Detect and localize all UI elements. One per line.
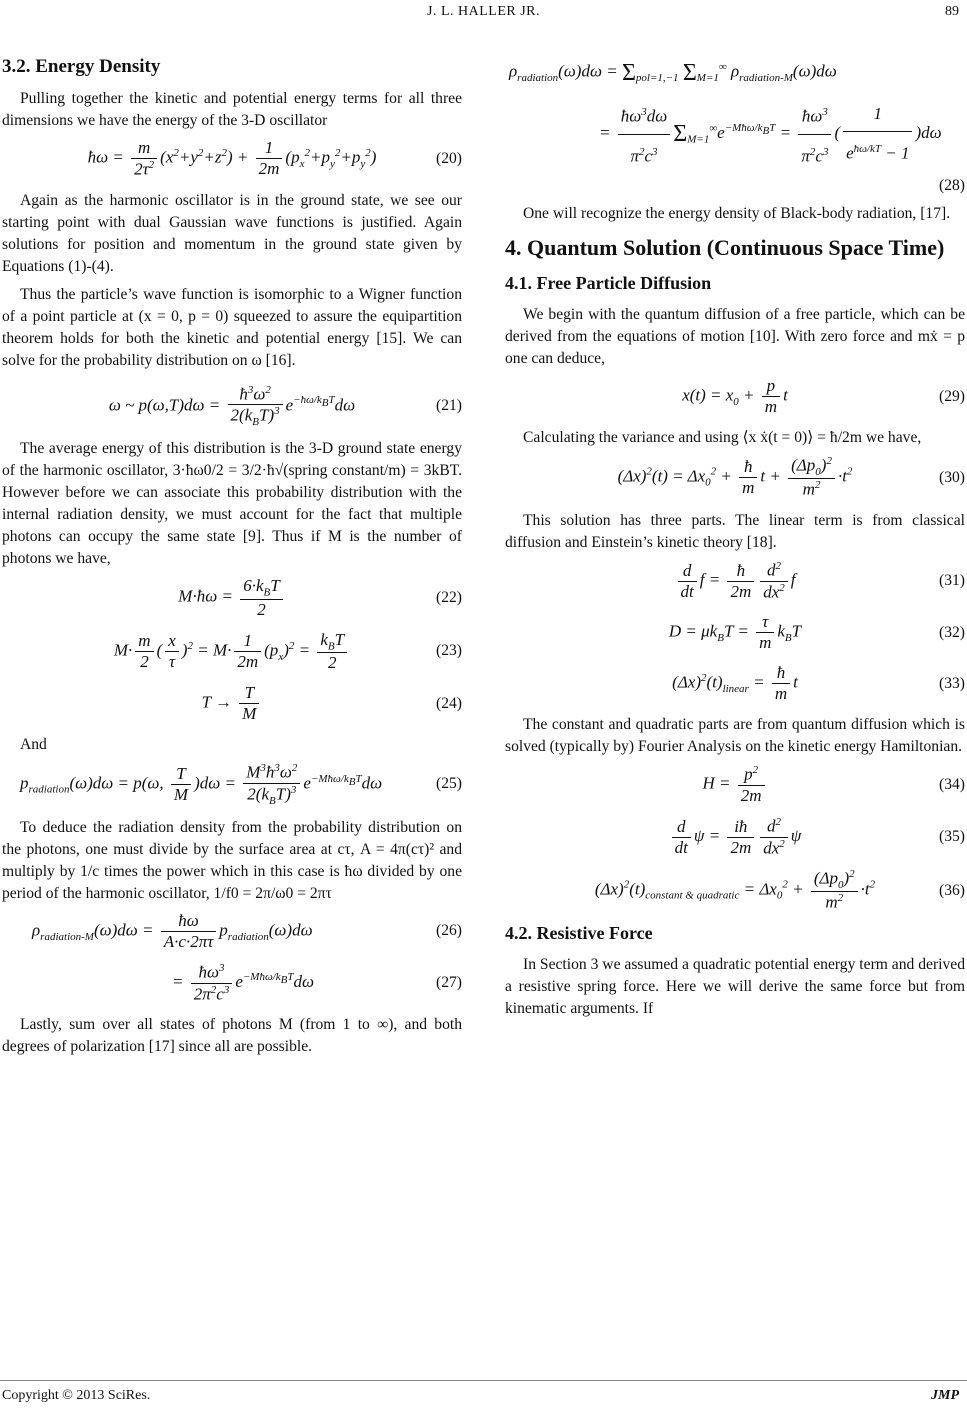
page-number: 89 [945,4,959,19]
paragraph: In Section 3 we assumed a quadratic potential energy term and derived a resistive spring force. Here we will derive the same force but from kinematic arguments. If [505,956,965,1018]
section-heading: 4. Quantum Solution (Continuous Space Time) [505,235,945,261]
equation-number: (31) [939,572,965,590]
equation-30: $(\Delta x)^2(t) = \Delta x_0^2$ + $\frac{ħ}{m}$ t + $\frac{(\Delta p_0)^2}{m^2}$ $\cdot t^2$ (30) [617,455,965,500]
equation-23: M· $\frac{m}{2}$ ( $\frac{x}{\tau}$ )$^2$ = M· $\frac{1}{2m}$ $(p_x)^2$ = $\frac{k_BT}{2}$ (23) [113,629,462,673]
subsection-heading: 4.1. Free Particle Diffusion [505,273,712,294]
equation-number: (20) [436,149,462,167]
page-footer [0,1388,967,1410]
equation-24: T → $\frac{T}{M}$ (24) [201,683,462,724]
equation-26: $\rho_{radiation-M}(\omega)d\omega$ = $\frac{ħ\omega}{A\cdot c\cdot 2\pi\tau}$ $p_{radiation}(\omega)d\omega$ (26) [32,910,462,951]
paragraph: One will recognize the energy density of Black-body radiation, [17]. [523,205,951,223]
equation-number: (34) [939,776,965,794]
equation-number: (30) [939,468,965,486]
equation-25: $p_{radiation}(\omega)d\omega = p(\omega$, $\frac{T}{M}$ )dω = $\frac{M^3ħ^3\omega^2}{2(k_BT)^3}$ $e^{-Mħ\omega/k_BT}d\omega$ (25) [20,762,462,807]
paragraph: We begin with the quantum diffusion of a free particle, which can be derived from the equations of motion [10]. With zero force and mẋ = p one can deduce, [505,306,965,368]
subsection-heading: 4.2. Resistive Force [505,923,653,944]
equation-number: (27) [436,974,462,991]
paragraph: Lastly, sum over all states of photons M (from 1 to ∞), and both degrees of polarization [17] since all are possible. [2,1016,462,1056]
equation-number: (29) [939,387,965,405]
running-title: J. L. HALLER JR. [427,4,540,19]
equation-22: M·ħω = $\frac{6\cdot k_BT}{2}$ (22) [178,576,462,619]
footer-rule [0,1380,967,1381]
equation-33: $(\Delta x)^2(t)_{linear}$ = $\frac{ħ}{m}$ t (33) [672,663,965,704]
equation-34: H = $\frac{p^2}{2m}$ (34) [702,764,965,806]
equation-31: $\frac{d}{dt}$ f = $\frac{ħ}{2m}$ $\frac{d^2}{dx^2}$ f (31) [505,560,965,602]
equation-27: = $\frac{ħ\omega^3}{2\pi^2c^3}$ $e^{-Mħ\omega/k_BT}d\omega$ (27) [172,961,462,1004]
equation-35: $\frac{d}{dt}$ ψ = $\frac{iħ}{2m}$ $\frac{d^2}{dx^2}$ ψ (35) [505,816,965,858]
page-header [0,0,967,30]
paragraph: The average energy of this distribution is the 3-D ground state energy of the harmonic oscillator, 3·ħω0/2 = 3/2·ħ√(spring constant/m) = 3kBT. However before we can associate this probability distribution with the internal radiation density, we must account for the fact that multiple photons can occupy the same state [9]. Thus if M is the number of photons we have, [2,440,462,568]
section-heading: 3.2. Energy Density [2,56,161,77]
equation-number: (22) [436,589,462,607]
equation-20: ħω = $\frac{m}{2\tau^2}$ $(x^2+y^2+z^2)$ + $\frac{1}{2m}$ $(p_x^2+p_y^2+p_y^2)$ (20) [87,138,462,179]
equation-number: (36) [939,881,965,899]
paragraph: And [20,736,47,754]
equation-number: (32) [939,623,965,641]
paragraph: To deduce the radiation density from the probability distribution on the photons, one must divide by the surface area at cτ, A = 4π(cτ)² and multiply by 1/c times the power which in this case is ħω divided by one period of the harmonic oscillator, 1/f0 = 2π/ω0 = 2πτ [2,818,462,902]
copyright: Copyright © 2013 SciRes. [2,1388,151,1403]
equation-21: ω ~ p(ω,T)dω = $\frac{ħ^3\omega^2}{2(k_BT)^3}$ $e^{-ħ\omega/k_BT}d\omega$ (21) [108,383,462,429]
equation-number: (21) [436,397,462,414]
left-column [2,50,462,1064]
equation-number: (35) [939,828,965,846]
right-column [505,50,965,1026]
equation-28: $\rho_{radiation}(\omega)d\omega = \Sigma_{pol=1,-1}$ $\Sigma_{M=1}^\infty$ $\rho_{radiation-M}(\omega)d\omega$ = $\frac{ħ\omega^3d\omega}{\pi^2c^3}$ $\Sigma_{M=1}^\infty e^{-Mħ\omega/k_BT}$ = $\frac{ħ\omega^3}{\pi^2c^3}$ ( $\frac{1}{e^{ħ\omega/kT} - 1}$ )dω [509,59,942,166]
equation-number: (33) [939,674,965,692]
equation-number: (23) [436,642,462,660]
equation-number: (25) [436,775,462,793]
equation-32: $D = \mu k_BT$ = $\frac{\tau}{m}$ $k_BT$ (32) [668,612,965,653]
equation-number: (28) [939,177,965,195]
paragraph: Again as the harmonic oscillator is in the ground state, we see our starting point with dual Gaussian wave functions is justified. Again solutions for position and momentum in the ground state given by Equations (1)-(4). [2,191,462,275]
equation-29: $x(t) = x_0$ + $\frac{p}{m}$ t (29) [682,376,965,417]
paragraph: Thus the particle’s wave function is isomorphic to a Wigner function of a point particle at (x = 0, p = 0) squeezed to assure the equipartition theorem holds for both the kinetic and potential energy [15]. We can solve for the probability distribution on ω [16]. [2,285,462,369]
paragraph: Pulling together the kinetic and potential energy terms for all three dimensions we have the energy of the 3-D oscillator [2,90,462,129]
paragraph: This solution has three parts. The linear term is from classical diffusion and Einstein’s kinetic theory [18]. [505,512,965,552]
journal-abbrev: JMP [931,1388,959,1403]
equation-number: (26) [436,922,462,940]
paragraph: Calculating the variance and using ⟨x ẋ(t = 0)⟩ = ħ/2m we have, [523,429,922,447]
equation-number: (24) [436,694,462,712]
paragraph: The constant and quadratic parts are from quantum diffusion which is solved (typically by) Fourier Analysis on the kinetic energy Hamiltonian. [505,716,965,756]
equation-36: $(\Delta x)^2(t)_{constant \& quadratic} = \Delta x_0^2$ + $\frac{(\Delta p_0)^2}{m^2}$ $\cdot t^2$ (36) [594,868,965,913]
